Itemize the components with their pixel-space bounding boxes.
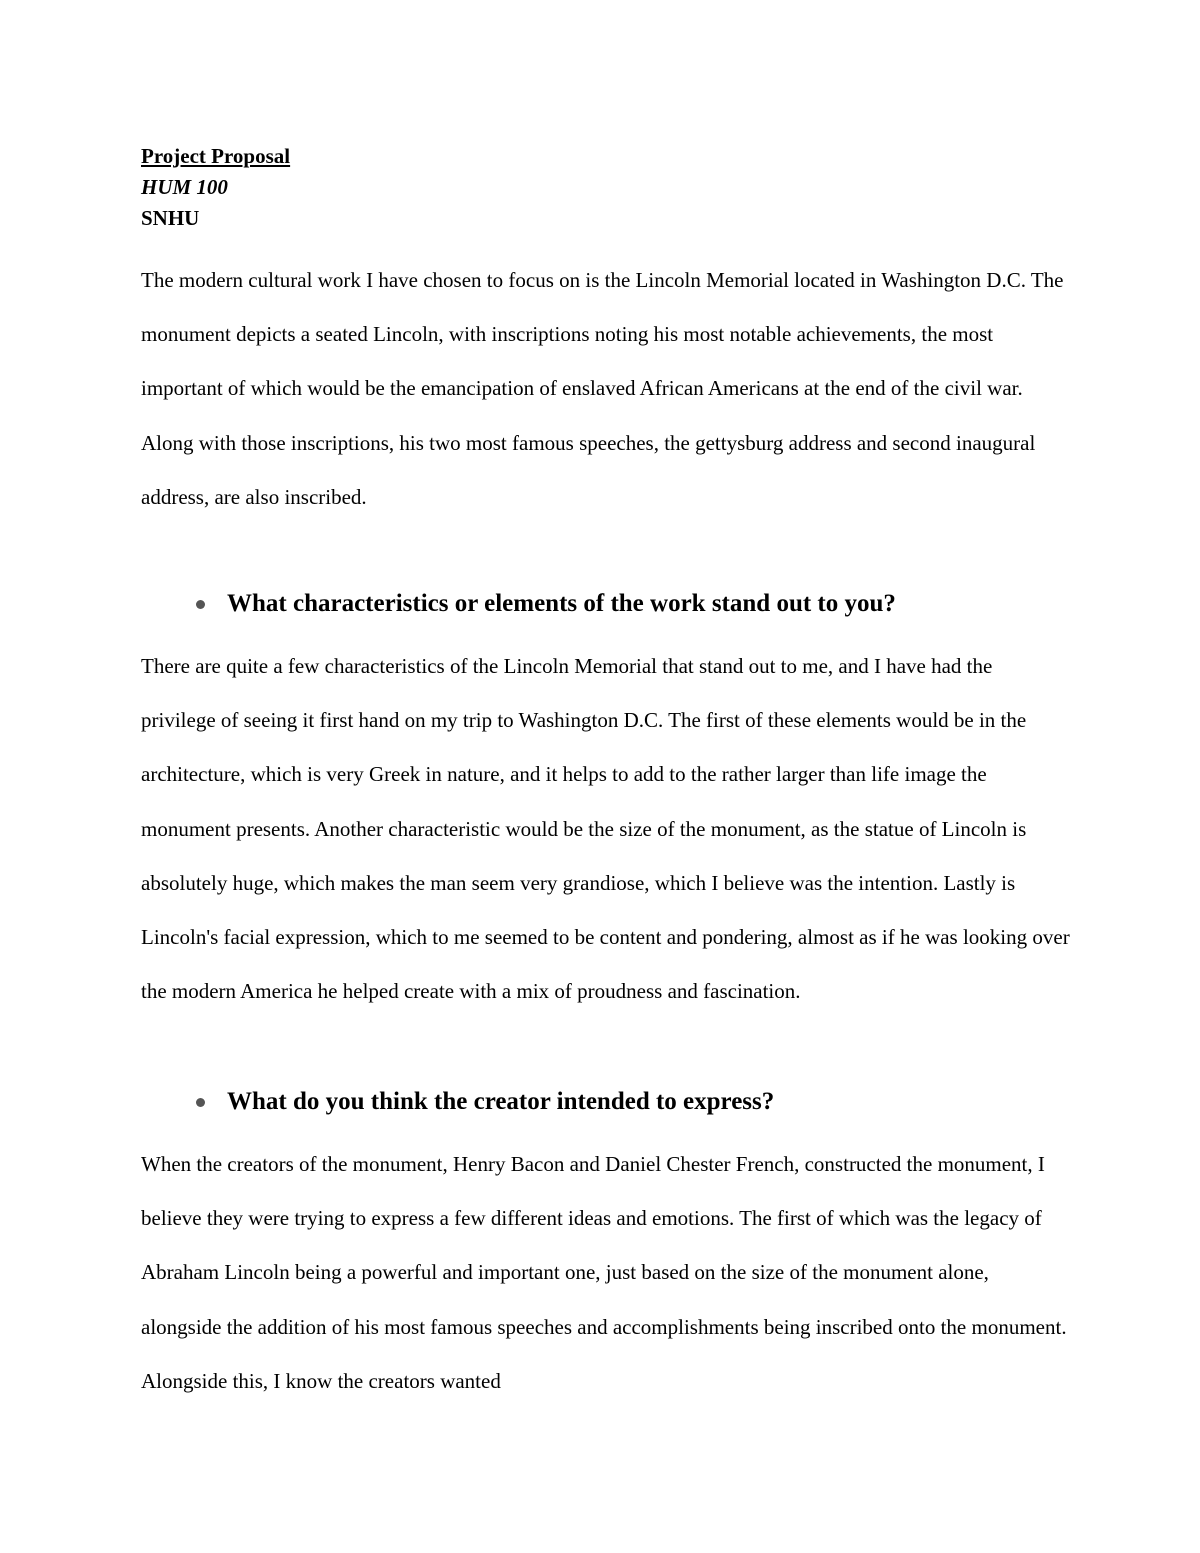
document-title: Project Proposal [141, 144, 291, 168]
question-heading-2 [196, 1085, 774, 1119]
school-name: SNHU [141, 206, 200, 230]
answer-paragraph-1: There are quite a few characteristics of the Lincoln Memorial that stand out to me, and I have had the privilege of seeing it first hand on my trip to Washington D.C. The first of these elements would be in the architecture, which is very Greek in nature, and it helps to add to the rather larger than life image the monument presents. Another characteristic would be the size of the monument, as the statue of Lincoln is absolutely huge, which makes the man seem very grandiose, which I believe was the intention. Lastly is Lincoln's facial expression, which to me seemed to be content and pondering, almost as if he was looking over the modern America he helped create with a mix of proudness and fascination. [141, 654, 1070, 1004]
intro-paragraph: The modern cultural work I have chosen to focus on is the Lincoln Memorial located in Washington D.C. The monument depicts a seated Lincoln, with inscriptions noting his most notable achievements, the most important of which would be the emancipation of enslaved African Americans at the end of the civil war. Along with those inscriptions, his two most famous speeches, the gettysburg address and second inaugural address, are also inscribed. [141, 268, 1064, 509]
question-text-2: What do you think the creator intended to express? [227, 1088, 775, 1115]
course-code: HUM 100 [141, 175, 228, 199]
bullet-icon [196, 1098, 205, 1107]
bullet-icon [196, 600, 205, 609]
question-text-1: What characteristics or elements of the work stand out to you? [227, 590, 896, 617]
answer-paragraph-2: When the creators of the monument, Henry Bacon and Daniel Chester French, constructed the monument, I believe they were trying to express a few different ideas and emotions. The first of which was the legacy of Abraham Lincoln being a powerful and important one, just based on the size of the monument alone, alongside the addition of his most famous speeches and accomplishments being inscribed onto the monument. Alongside this, I know the creators wanted [141, 1152, 1067, 1393]
question-heading-1 [196, 587, 896, 621]
